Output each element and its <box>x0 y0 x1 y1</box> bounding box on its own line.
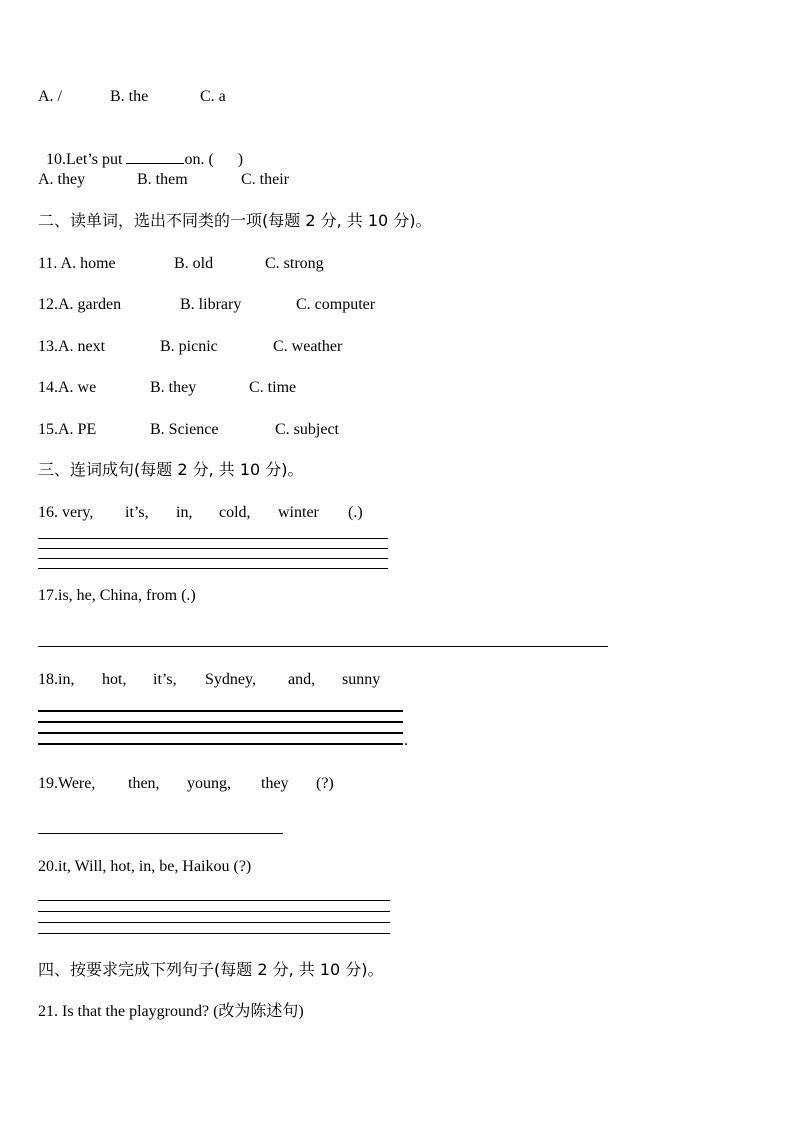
q20-answer-line[interactable] <box>38 911 390 912</box>
q20-answer-line[interactable] <box>38 900 390 901</box>
q10-answer-blank[interactable] <box>126 149 184 164</box>
section4-heading: 四、按要求完成下列句子(每题 2 分, 共 10 分)。 <box>38 960 384 979</box>
section2-heading: 二、读单词，选出不同类的一项(每题 2 分, 共 10 分)。 <box>38 211 432 230</box>
q20-answer-line[interactable] <box>38 922 390 923</box>
q14-option-a: 14.A. we <box>38 379 97 396</box>
q18-answer-line[interactable] <box>38 721 403 723</box>
q16-words <box>38 503 438 523</box>
q18-words <box>38 670 438 690</box>
q11-option-c: C. strong <box>265 255 324 272</box>
q9-option-b: B. the <box>110 88 149 105</box>
q13-option-a: 13.A. next <box>38 338 106 355</box>
q18-word: it’s, <box>153 671 177 688</box>
q14-row <box>38 378 438 398</box>
q11-option-a: 11. A. home <box>38 255 116 272</box>
q10-option-c: C. their <box>241 171 289 188</box>
q16-answer-line[interactable] <box>38 548 388 549</box>
q11-option-b: B. old <box>174 255 214 272</box>
q16-word: in, <box>176 504 193 521</box>
q18-word: and, <box>288 671 316 688</box>
q16-word: winter <box>278 504 319 521</box>
q16-word: cold, <box>219 504 251 521</box>
q17-answer-line[interactable] <box>38 646 608 647</box>
q19-word: they <box>261 775 289 792</box>
q12-option-c: C. computer <box>296 296 376 313</box>
q19-word: (?) <box>316 775 334 792</box>
q18-end-period: . <box>404 732 408 749</box>
q18-word: sunny <box>342 671 381 688</box>
q18-word: hot, <box>102 671 127 688</box>
q18-answer-line[interactable] <box>38 743 403 745</box>
q11-row <box>38 254 438 274</box>
q14-option-c: C. time <box>249 379 297 396</box>
q13-option-b: B. picnic <box>160 338 218 355</box>
q10-option-b: B. them <box>137 171 188 188</box>
q13-row <box>38 337 438 357</box>
q9-options <box>38 87 338 107</box>
q19-words <box>38 774 438 794</box>
q10-suffix: on. ( ) <box>184 151 244 168</box>
q18-answer-line[interactable] <box>38 710 403 712</box>
q19-word: young, <box>187 775 231 792</box>
q20-answer-line[interactable] <box>38 933 390 934</box>
q20-words: 20.it, Will, hot, in, be, Haikou (?) <box>38 858 252 875</box>
q10-option-a: A. they <box>38 171 86 188</box>
q19-answer-line[interactable] <box>38 833 283 834</box>
q10-options <box>38 170 338 190</box>
q18-word: 18.in, <box>38 671 75 688</box>
q10-prefix: 10.Let’s put <box>46 151 123 168</box>
q12-row <box>38 295 438 315</box>
q21-question: 21. Is that the playground? (改为陈述句) <box>38 1003 304 1020</box>
q9-option-a: A. / <box>38 88 62 105</box>
q16-word: it’s, <box>125 504 149 521</box>
q12-option-a: 12.A. garden <box>38 296 122 313</box>
q9-option-c: C. a <box>200 88 226 105</box>
q15-option-a: 15.A. PE <box>38 421 97 438</box>
q17-words: 17.is, he, China, from (.) <box>38 587 196 604</box>
q16-answer-line[interactable] <box>38 538 388 539</box>
q15-row <box>38 420 438 440</box>
q15-option-b: B. Science <box>150 421 219 438</box>
q19-word: then, <box>128 775 160 792</box>
q16-word: (.) <box>348 504 363 521</box>
q18-word: Sydney, <box>205 671 256 688</box>
q14-option-b: B. they <box>150 379 197 396</box>
q10-question <box>38 129 243 170</box>
section3-heading: 三、连词成句(每题 2 分, 共 10 分)。 <box>38 460 304 479</box>
q18-answer-line[interactable] <box>38 732 403 734</box>
q13-option-c: C. weather <box>273 338 343 355</box>
q16-answer-line[interactable] <box>38 568 388 569</box>
q15-option-c: C. subject <box>275 421 339 438</box>
q19-word: 19.Were, <box>38 775 96 792</box>
q16-answer-line[interactable] <box>38 558 388 559</box>
q16-word: 16. very, <box>38 504 94 521</box>
q12-option-b: B. library <box>180 296 242 313</box>
